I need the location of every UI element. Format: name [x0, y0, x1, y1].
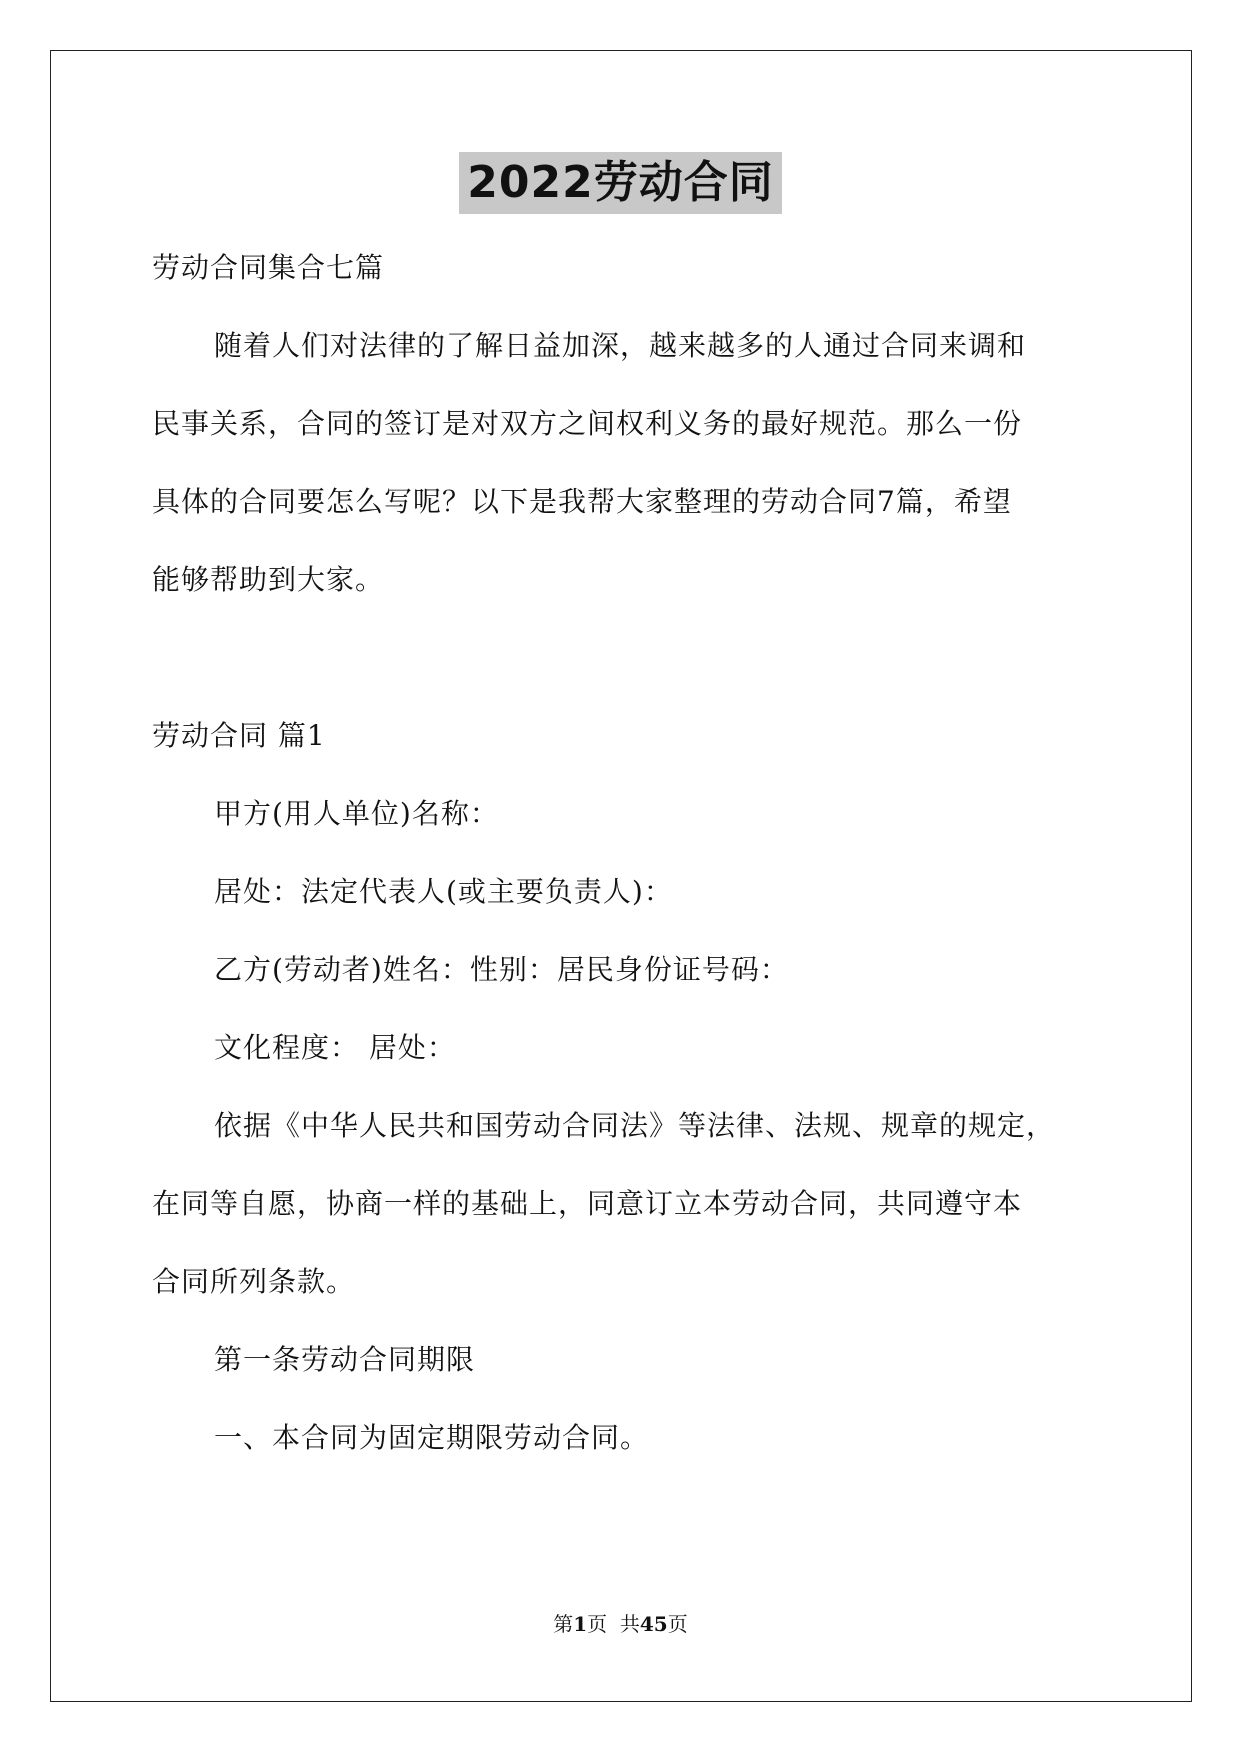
- field-employee-info: 乙方(劳动者)姓名：性别：居民身份证号码：: [214, 953, 789, 986]
- page-footer: [0, 1610, 1241, 1638]
- footer-mid: 页 共: [587, 1612, 640, 1636]
- basis-line-1: 依据《中华人民共和国劳动合同法》等法律、法规、规章的规定，: [214, 1109, 1056, 1142]
- intro-line-4: 能够帮助到大家。: [152, 563, 385, 596]
- intro-line-3: 具体的合同要怎么写呢？以下是我帮大家整理的劳动合同7篇，希望: [152, 485, 1012, 518]
- article-heading: 第一条劳动合同期限: [214, 1343, 476, 1376]
- document-title-wrapper: [0, 152, 1241, 214]
- field-employer-address: 居处：法定代表人(或主要负责人)：: [214, 875, 673, 908]
- basis-line-3: 合同所列条款。: [152, 1265, 356, 1298]
- footer-total-pages: 45: [639, 1612, 668, 1636]
- field-education-address: 文化程度： 居处：: [214, 1031, 456, 1064]
- section-heading: 劳动合同 篇1: [152, 719, 326, 752]
- field-employer-name: 甲方(用人单位)名称：: [214, 797, 499, 830]
- intro-line-2: 民事关系，合同的签订是对双方之间权利义务的最好规范。那么一份: [152, 407, 1023, 440]
- subtitle: 劳动合同集合七篇: [152, 251, 385, 284]
- intro-line-1: 随着人们对法律的了解日益加深，越来越多的人通过合同来调和: [214, 329, 1027, 362]
- document-title: 2022劳动合同: [459, 152, 781, 214]
- footer-current-page: 1: [573, 1612, 588, 1636]
- article-item: 一、本合同为固定期限劳动合同。: [214, 1421, 650, 1454]
- footer-prefix: 第: [553, 1612, 574, 1636]
- basis-line-2: 在同等自愿，协商一样的基础上，同意订立本劳动合同，共同遵守本: [152, 1187, 1023, 1220]
- footer-suffix: 页: [667, 1612, 688, 1636]
